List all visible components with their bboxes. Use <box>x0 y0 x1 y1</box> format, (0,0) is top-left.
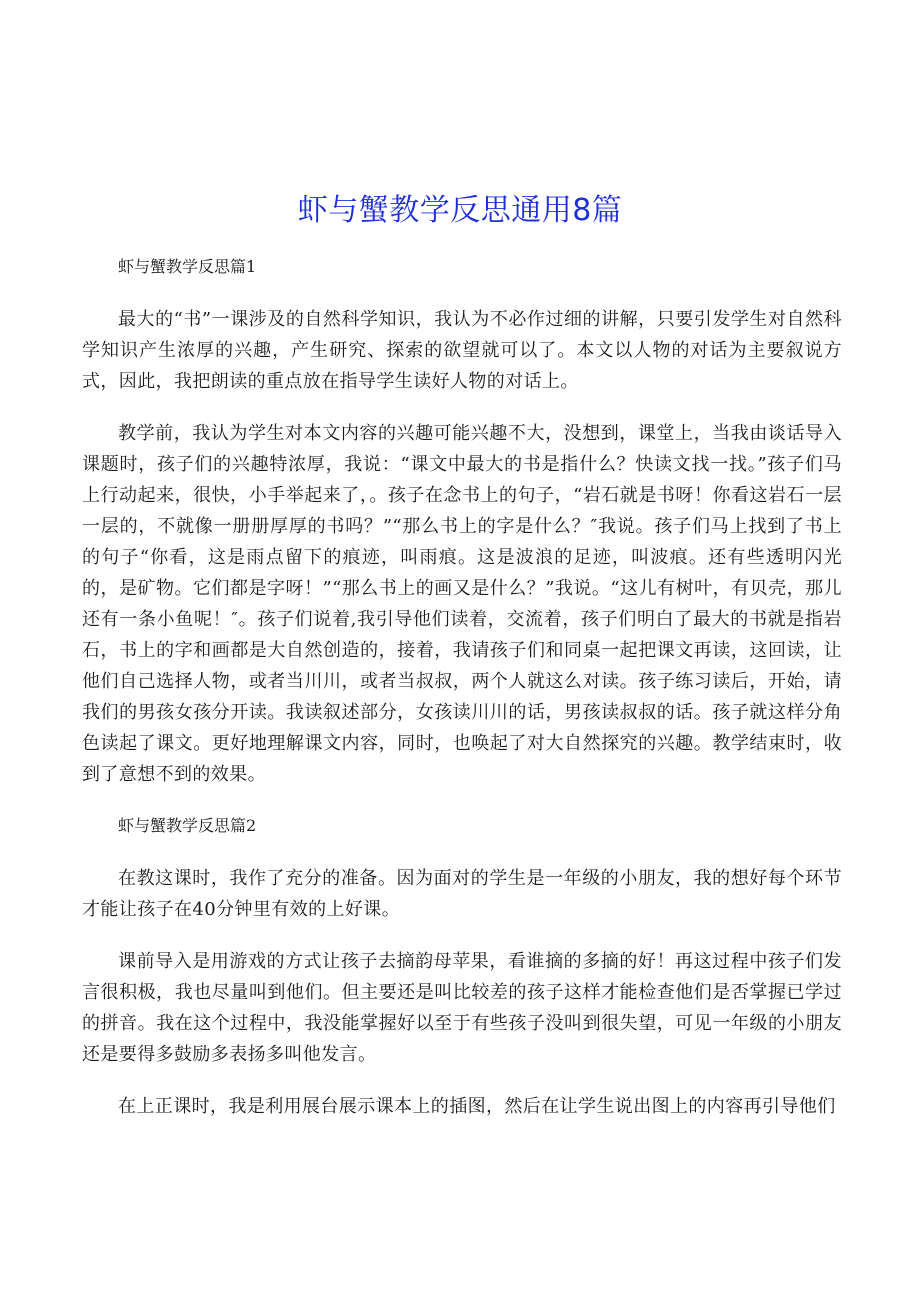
section-1 <box>82 252 842 790</box>
document-title: 虾与蟹教学反思通用8篇 <box>297 193 623 228</box>
section-heading: 虾与蟹教学反思篇2 <box>118 816 257 835</box>
paragraph: 教学前，我认为学生对本文内容的兴趣可能兴趣不大，没想到，课堂上，当我由谈话导入课题时，孩子们的兴趣特浓厚，我说：“课文中最大的书是指什么？快读文找一找。”孩子们马上行动起来，很快，小手举起来了，。孩子在念书上的句子，“岩石就是书呀！你看这岩石一层一层的，不就像一册册厚厚的书吗？”“那么书上的字是什么？″我说。孩子们马上找到了书上的句子“你看，这是雨点留下的痕迹，叫雨痕。这是波浪的足迹，叫波痕。还有些透明闪光的，是矿物。它们都是字呀！”“那么书上的画又是什么？”我说。“这儿有树叶，有贝壳，那儿还有一条小鱼呢！″。孩子们说着,我引导他们读着，交流着，孩子们明白了最大的书就是指岩石，书上的字和画都是大自然创造的，接着，我请孩子们和同桌一起把课文再读，这回读，让他们自己选择人物，或者当川川，或者当叔叔，两个人就这么对读。孩子练习读后，开始，请我们的男孩女孩分开读。我读叙述部分，女孩读川川的话，男孩读叔叔的话。孩子就这样分角色读起了课文。更好地理解课文内容，同时，也唤起了对大自然探究的兴趣。教学结束时，收到了意想不到的效果。 <box>82 423 842 785</box>
paragraph: 课前导入是用游戏的方式让孩子去摘韵母苹果，看谁摘的多摘的好！再这过程中孩子们发言很积极，我也尽量叫到他们。但主要还是叫比较差的孩子这样才能检查他们是否掌握已学过的拼音。我在这个过程中，我没能掌握好以至于有些孩子没叫到很失望，可见一年级的小朋友还是要得多鼓励多表扬多叫他发言。 <box>82 951 842 1065</box>
section-2 <box>82 811 842 1122</box>
paragraph: 最大的“书”一课涉及的自然科学知识，我认为不必作过细的讲解，只要引发学生对自然科学知识产生浓厚的兴趣，产生研究、探索的欲望就可以了。本文以人物的对话为主要叙说方式，因此，我把朗读的重点放在指导学生读好人物的对话上。 <box>82 309 842 392</box>
paragraph: 在教这课时，我作了充分的准备。因为面对的学生是一年级的小朋友，我的想好每个环节才能让孩子在40分钟里有效的上好课。 <box>82 868 842 920</box>
paragraph: 在上正课时，我是利用展台展示课本上的插图，然后在让学生说出图上的内容再引导他们 <box>118 1096 836 1117</box>
document-body <box>82 252 842 1143</box>
section-heading: 虾与蟹教学反思篇1 <box>118 257 257 276</box>
